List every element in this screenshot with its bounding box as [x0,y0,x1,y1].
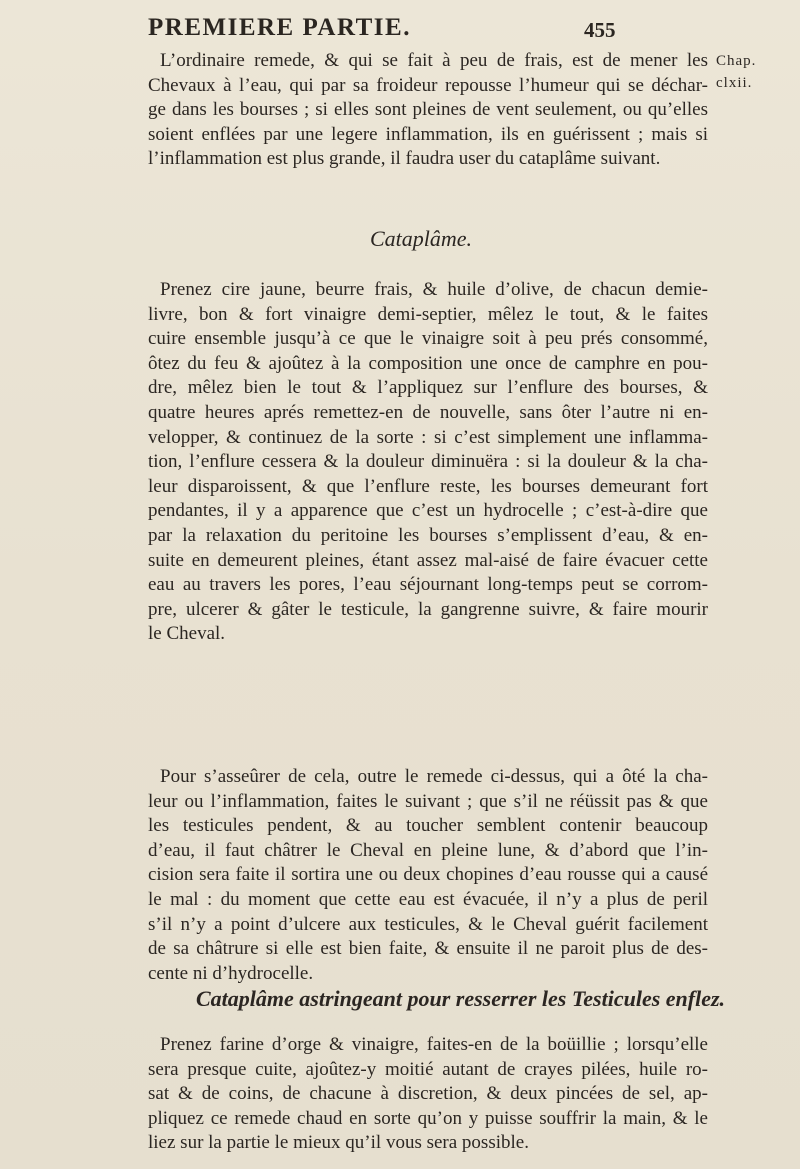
text-line: L’ordinaire remede, & qui se fait à peu de frais, est de mener les [160,50,708,71]
section-heading-cataplasm: Cataplâme. [370,226,473,251]
text-line: leur ou l’inflammation, faites le suivant ; que s’il ne réüssit pas & que [148,790,708,812]
text-line: pre, ulcerer & gâter le testicule, la gangrenne suivre, & faire mourir [148,598,708,620]
text-line: pliquez ce remede chaud en sorte qu’on y puisse souffrir la main, & le [148,1107,708,1129]
text-line: Chevaux à l’eau, qui par sa froideur repousse l’humeur qui se déchar- [148,74,708,96]
text-line: livre, bon & fort vinaigre demi-septier, mêlez le tout, & le faites [148,303,708,325]
text-line: quatre heures aprés remettez-en de nouvelle, sans ôter l’autre ni en- [148,401,708,423]
text-line: Prenez cire jaune, beurre frais, & huile d’olive, de chacun demie- [160,279,708,300]
paragraph-castration [148,765,708,986]
text-line: de sa châtrure si elle est bien faite, & ensuite il ne paroit plus de des- [148,938,708,960]
text-line: s’il n’y a point d’ulcere aux testicules, & le Cheval guérit facilement [148,913,708,935]
paragraph-astringent-recipe [148,1033,708,1156]
text-line: les testicules pendent, & au toucher semblent contenir beaucoup [148,815,708,837]
paragraph-ordinary-remedy [148,49,708,172]
text-line: sat & de coins, de chacune à discretion, & deux pincées de sel, ap- [148,1083,708,1105]
text-line: Prenez farine d’orge & vinaigre, faites-en de la boüillie ; lorsqu’elle [160,1034,708,1055]
section-heading-astringent-cataplasm: Cataplâme astringeant pour resserrer les Testicules enflez. [196,986,726,1011]
text-line: le mal : du moment que cette eau est évacuée, il n’y a plus de peril [148,888,708,910]
page-number: 455 [584,18,616,42]
running-head-title: PREMIERE PARTIE. [148,14,411,41]
text-line: par la relaxation du peritoine les bourses s’emplissent d’eau, & en- [148,524,708,546]
paragraph-cataplasm-recipe [148,278,708,647]
text-line: pendantes, il y a apparence que c’est un hydrocelle ; c’est-à-dire que [148,500,708,522]
text-line: leur disparoissent, & que l’enflure reste, les bourses demeurant fort [148,475,708,497]
text-line: ôtez du feu & ajoûtez à la composition une once de camphre en pou- [148,352,708,374]
text-line: cision sera faite il sortira une ou deux chopines d’eau rousse qui a causé [148,864,708,886]
text-line: le Cheval. [148,623,226,645]
margin-note-line: Chap. [716,53,757,69]
text-line: cente ni d’hydrocelle. [148,962,314,984]
text-line: Pour s’asseûrer de cela, outre le remede ci-dessus, qui a ôté la cha- [160,766,708,787]
text-line: liez sur la partie le mieux qu’il vous sera possible. [148,1132,529,1154]
margin-chapter-note [716,50,756,94]
text-line: cuire ensemble jusqu’à ce que le vinaigre soit à peu prés consommé, [148,328,708,350]
text-line: soient enflées par une legere inflammation, ils en guérissent ; mais si [148,123,708,145]
text-line: sera presque cuite, ajoûtez-y moitié autant de crayes pilées, huile ro- [148,1058,708,1080]
text-line: ge dans les bourses ; si elles sont pleines de vent seulement, ou qu’elles [148,99,708,121]
text-line: l’inflammation est plus grande, il faudra user du cataplâme suivant. [148,148,661,170]
text-line: d’eau, il faut châtrer le Cheval en pleine lune, & d’abord que l’in- [148,839,708,861]
margin-note-line: clxii. [716,75,753,91]
text-line: velopper, & continuez de la sorte : si c’est simplement une inflamma- [148,426,708,448]
text-line: dre, mêlez bien le tout & l’appliquez sur l’enflure des bourses, & [148,377,708,399]
text-line: tion, l’enflure cessera & la douleur diminuëra : si la douleur & la cha- [148,451,708,473]
text-line: eau au travers les pores, l’eau séjournant long-temps peut se corrom- [148,574,708,596]
text-line: suite en demeurent pleines, étant assez mal-aisé de faire évacuer cette [148,549,708,571]
